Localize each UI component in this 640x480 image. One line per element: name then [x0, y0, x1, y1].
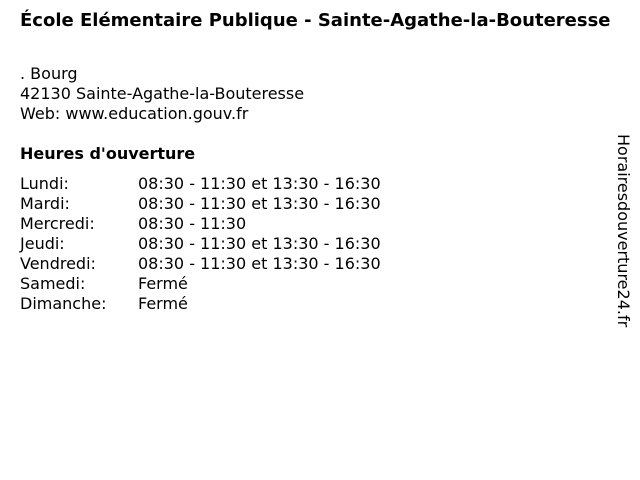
hours-row-saturday [20, 274, 381, 294]
hours-row-monday [20, 174, 381, 194]
hours-row-sunday [20, 294, 381, 314]
hours-row-wednesday [20, 214, 381, 234]
opening-hours-heading: Heures d'ouverture [20, 144, 196, 163]
day-label: Jeudi: [20, 234, 65, 253]
day-hours: 08:30 - 11:30 et 13:30 - 16:30 [138, 234, 381, 253]
hours-row-thursday [20, 234, 381, 254]
hours-row-friday [20, 254, 381, 274]
day-label: Mardi: [20, 194, 70, 213]
day-label: Mercredi: [20, 214, 95, 233]
day-label: Samedi: [20, 274, 86, 293]
address-city: 42130 Sainte-Agathe-la-Bouteresse [20, 84, 305, 103]
day-hours: Fermé [138, 294, 188, 313]
address-block [20, 64, 304, 124]
address-street: . Bourg [20, 64, 78, 83]
website-text: Web: www.education.gouv.fr [20, 104, 249, 123]
opening-hours-table [20, 174, 381, 314]
day-label: Vendredi: [20, 254, 96, 273]
day-hours: 08:30 - 11:30 et 13:30 - 16:30 [138, 254, 381, 273]
page-title: École Elémentaire Publique - Sainte-Agathe-la-Bouteresse [20, 10, 611, 31]
site-watermark: Horairesdouverture24.fr [614, 134, 633, 328]
day-hours: 08:30 - 11:30 [138, 214, 247, 233]
day-hours: Fermé [138, 274, 188, 293]
day-hours: 08:30 - 11:30 et 13:30 - 16:30 [138, 174, 381, 193]
day-hours: 08:30 - 11:30 et 13:30 - 16:30 [138, 194, 381, 213]
day-label: Lundi: [20, 174, 69, 193]
hours-row-tuesday [20, 194, 381, 214]
day-label: Dimanche: [20, 294, 107, 313]
